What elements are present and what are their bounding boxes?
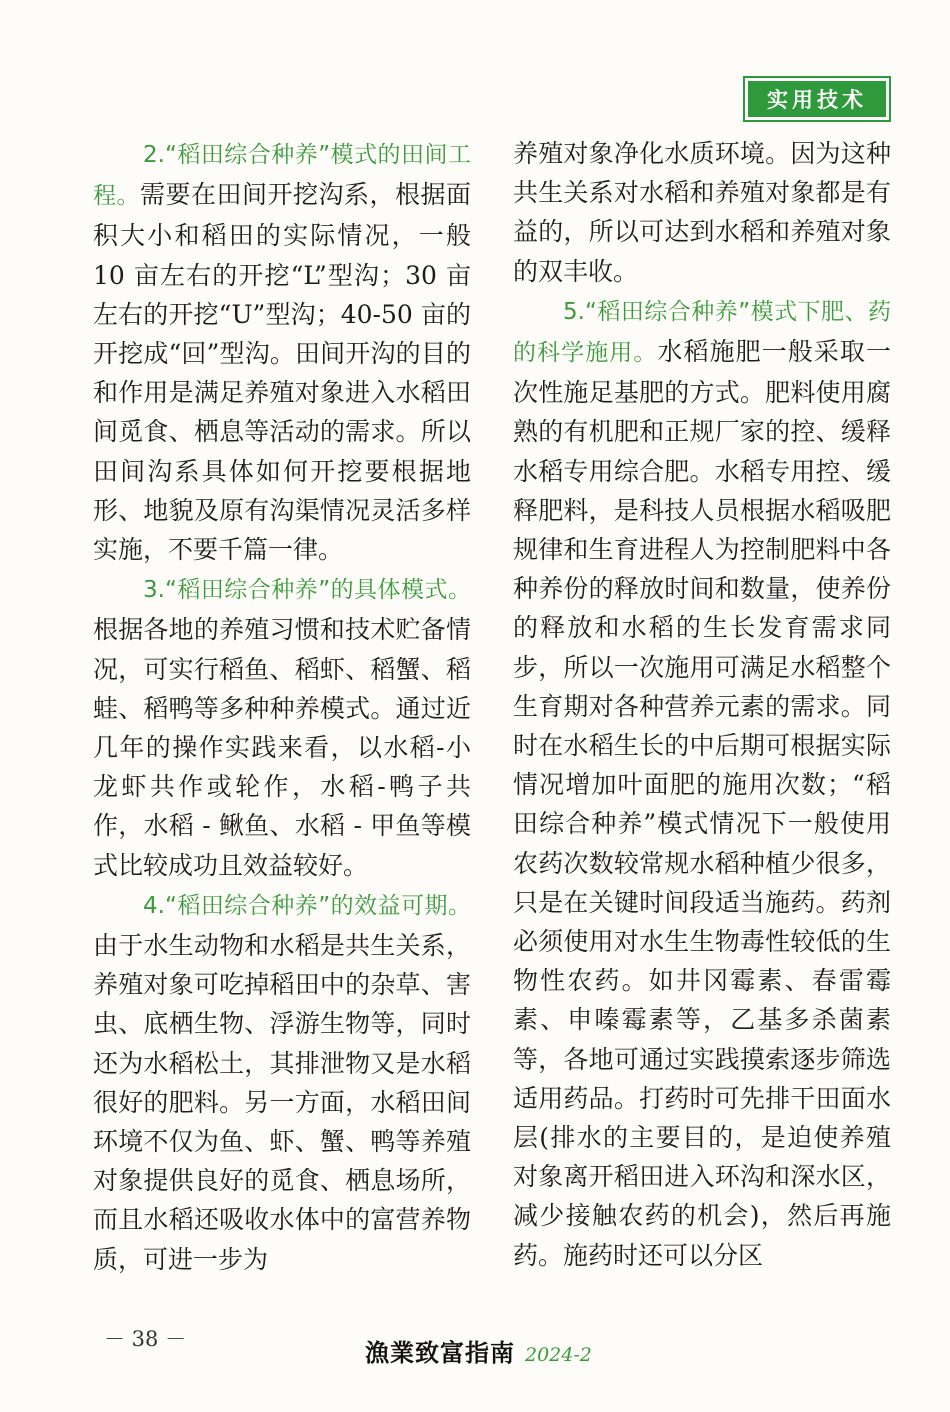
right-column [513,134,891,1275]
section-3-body: 根据各地的养殖习惯和技术贮备情况，可实行稻鱼、稻虾、稻蟹、稻蛙、稻鸭等多种种养模式。通过近几年的操作实践来看，以水稻-小龙虾共作或轮作，水稻-鸭子共作，水稻 - 鳅鱼、水稻 - 甲鱼等模式比较成功且效益较好。 [93,615,471,880]
section-4-heading: 4.“稻田综合种养”的效益可期。 [143,892,471,919]
left-column [93,134,471,1279]
magazine-footer [365,1333,592,1368]
section-5-paragraph [513,291,891,1275]
magazine-name: 漁業致富指南 [365,1338,515,1367]
section-2-body: 需要在田间开挖沟系，根据面积大小和稻田的实际情况，一般 10 亩左右的开挖“L”型沟；30 亩左右的开挖“U”型沟；40-50 亩的开挖成“回”型沟。田间开沟的目的和作用是满足养殖对象进入水稻田间觅食、栖息等活动的需求。所以田间沟系具体如何开挖要根据地形、地貌及原有沟渠情况灵活多样实施，不要千篇一律。 [93,180,471,565]
section-2-paragraph [93,134,471,569]
section-4-continuation: 养殖对象净化水质环境。因为这种共生关系对水稻和养殖对象都是有益的，所以可达到水稻和养殖对象的双丰收。 [513,139,891,286]
section-5-body: 水稻施肥一般采取一次性施足基肥的方式。肥料使用腐熟的有机肥和正规厂家的控、缓释水稻专用综合肥。水稻专用控、缓释肥料，是科技人员根据水稻吸肥规律和生育进程人为控制肥料中各种养份的释放时间和数量，使养份的释放和水稻的生长发育需求同步，所以一次施用可满足水稻整个生育期对各种营养元素的需求。同时在水稻生长的中后期可根据实际情况增加叶面肥的施用次数；“稻田综合种养”模式情况下一般使用农药次数较常规水稻种植少很多，只是在关键时间段适当施药。药剂必须使用对水生生物毒性较低的生物性农药。如井冈霉素、春雷霉素、申嗪霉素等，乙基多杀菌素等，各地可通过实践摸索逐步筛选适用药品。打药时可先排干田面水层(排水的主要目的，是迫使养殖对象离开稻田进入环沟和深水区，减少接触农药的机会)，然后再施药。施药时还可以分区 [513,337,891,1270]
section-4-paragraph [93,885,471,1279]
section-4-body: 由于水生动物和水稻是共生关系，养殖对象可吃掉稻田中的杂草、害虫、底栖生物、浮游生物等，同时还为水稻松土，其排泄物又是水稻很好的肥料。另一方面，水稻田间环境不仅为鱼、虾、蟹、鸭等养殖对象提供良好的觅食、栖息场所，而且水稻还吸收水体中的富营养物质，可进一步为 [93,931,471,1274]
section-5-heading: 5.“稻田综合种养”模式下肥、药的科学施用。 [513,298,891,367]
magazine-issue: 2024-2 [525,1344,592,1366]
section-3-heading: 3.“稻田综合种养”的具体模式。 [143,577,471,604]
section-3-paragraph [93,569,471,885]
section-2-heading: 2.“稻田综合种养”模式的田间工程。 [93,142,471,210]
section-badge: 实用技术 [745,78,889,120]
page-number: － 38 － [104,1327,187,1351]
